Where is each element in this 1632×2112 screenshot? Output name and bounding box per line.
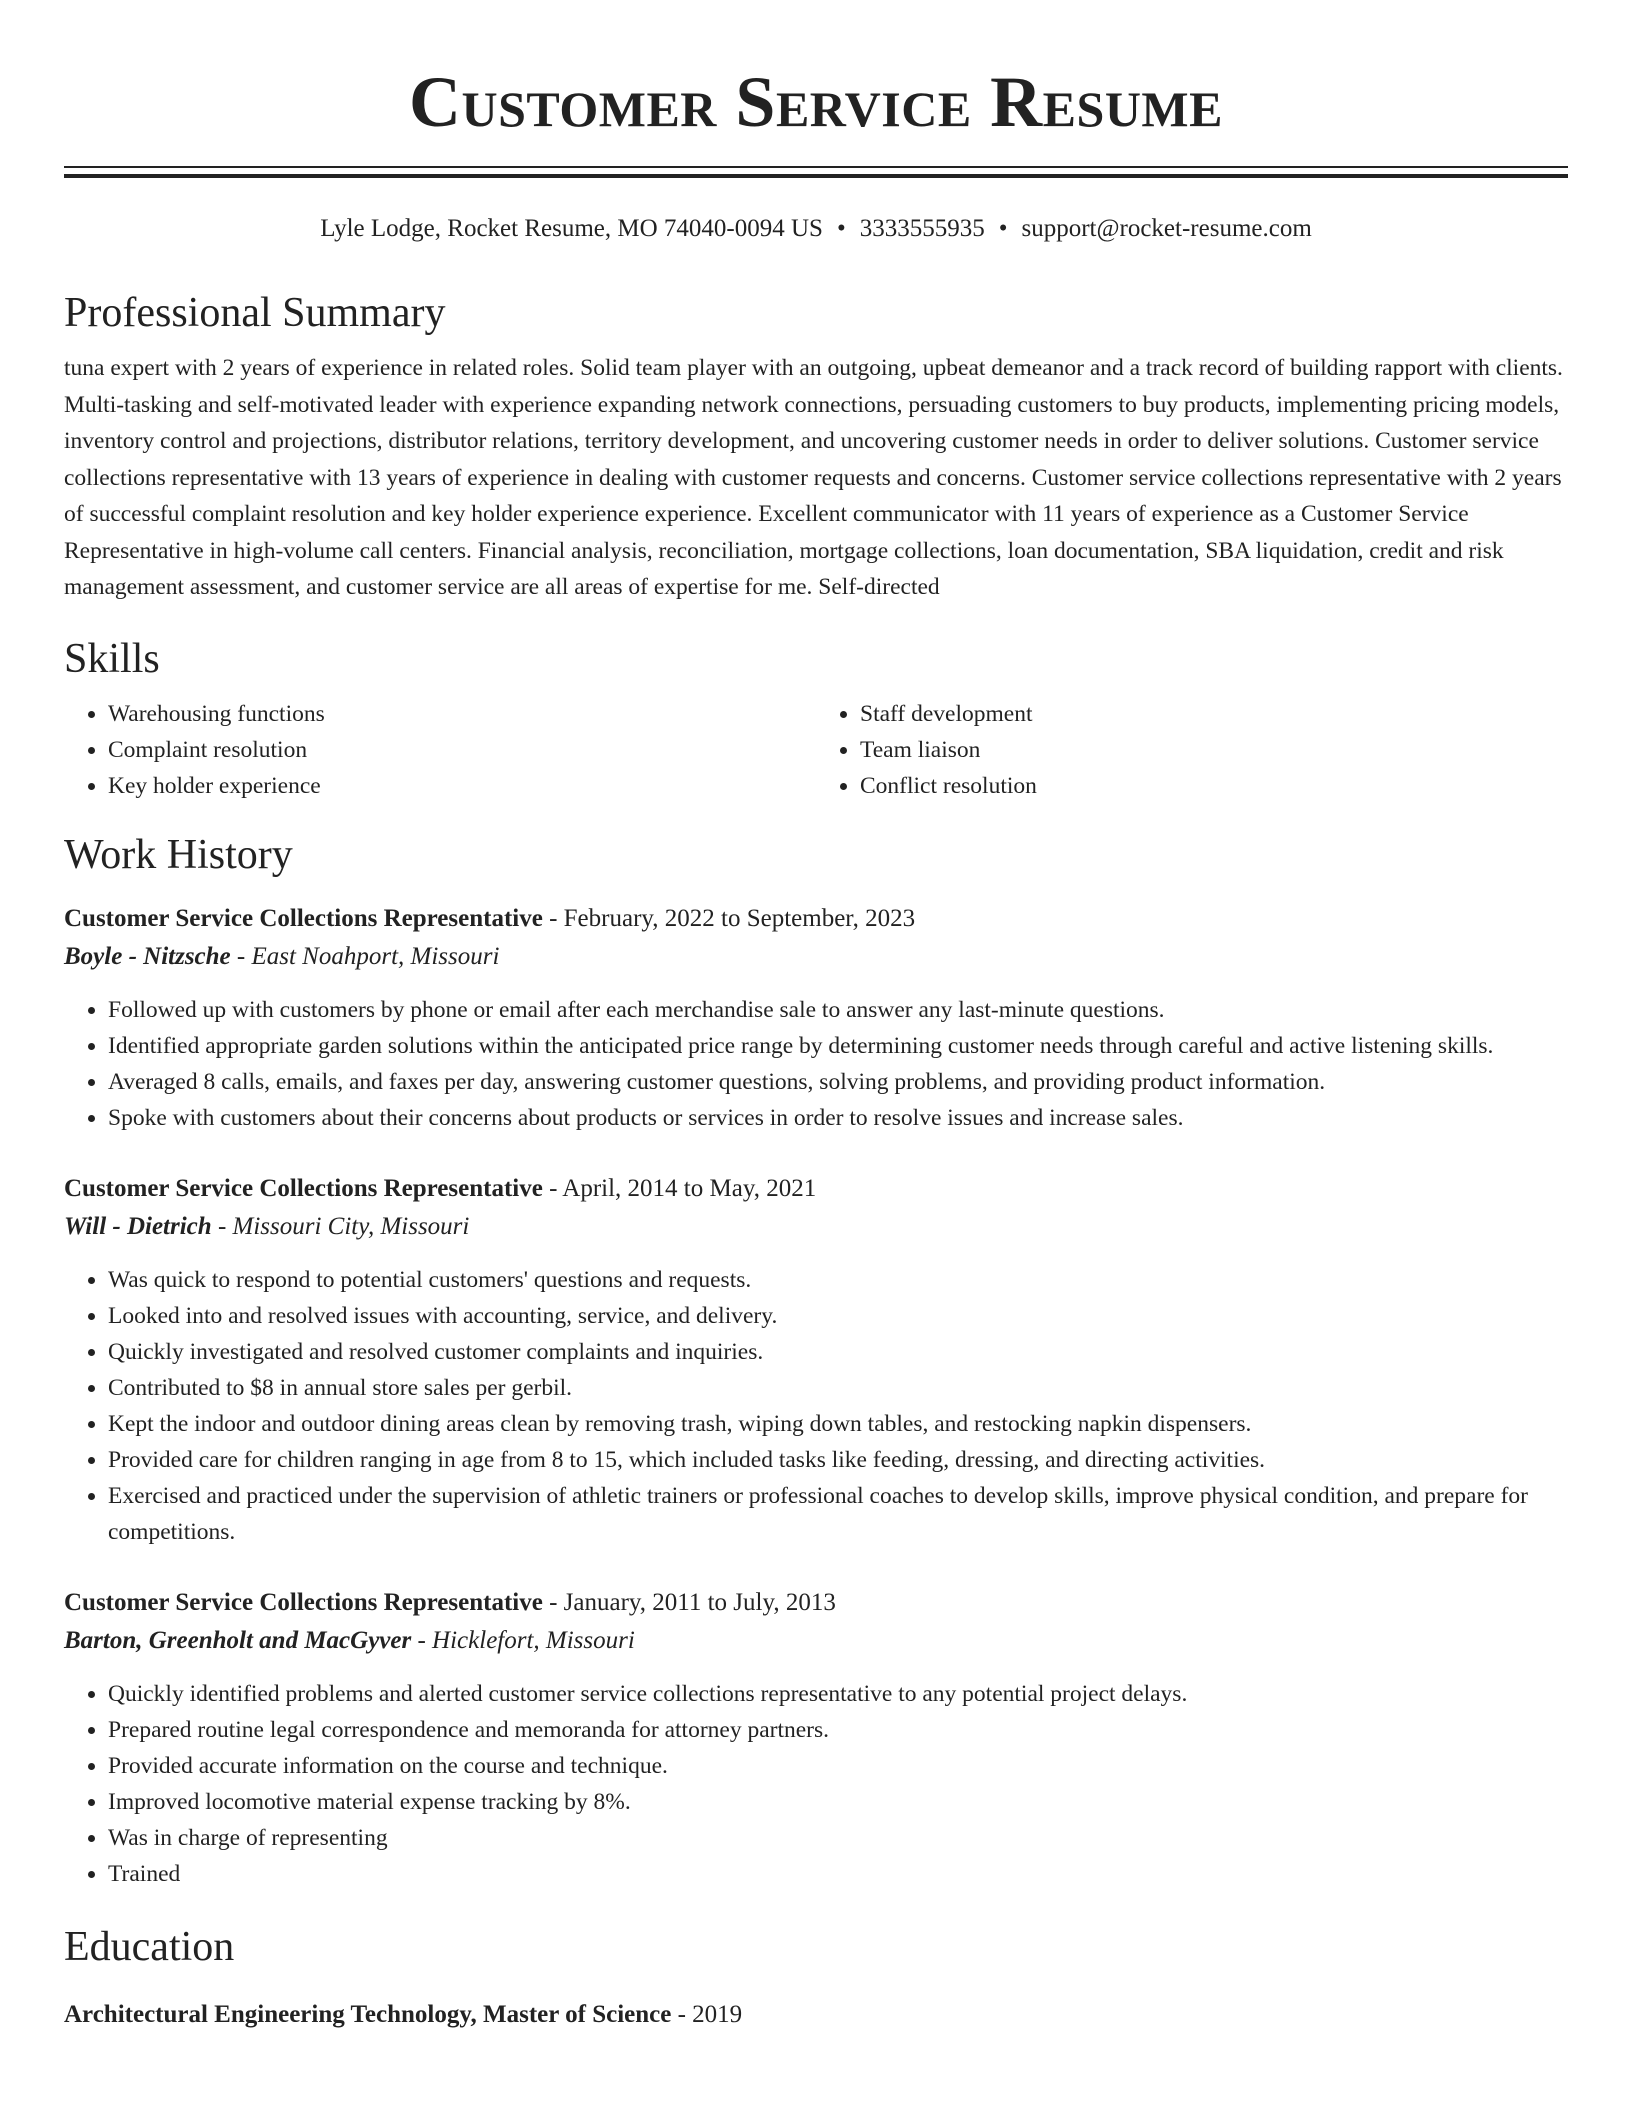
job-duty: • Averaged 8 calls, emails, and faxes per day, answering customer questions, solving problems, and providing product information. — [108, 1064, 1568, 1100]
job-company: Will - Dietrich — [64, 1212, 212, 1240]
skill-item: • Warehousing functions — [108, 696, 816, 732]
job-company-line — [64, 938, 1568, 976]
job-dates: - April, 2014 to May, 2021 — [542, 1174, 817, 1202]
education-entry — [64, 1996, 1568, 2034]
job-dates: - February, 2022 to September, 2023 — [542, 904, 916, 932]
job-duty: • Prepared routine legal correspondence and memoranda for attorney partners. — [108, 1712, 1568, 1748]
job-duties — [64, 1676, 1568, 1892]
skill-item: • Key holder experience — [108, 768, 816, 804]
title-rule-thin — [64, 166, 1568, 168]
job-duty: • Exercised and practiced under the supervision of athletic trainers or professional coaches to develop skills, improve physical condition, and prepare for competitions. — [108, 1478, 1568, 1550]
summary-text: tuna expert with 2 years of experience in related roles. Solid team player with an outgoing, upbeat demeanor and a track record of building rapport with clients. Multi-tasking and self-motivated leader with experience expanding network connections, persuading customers to buy products, implementing pricing models, inventory control and projections, distributor relations, territory development, and uncovering customer needs in order to deliver solutions. Customer service collections representative with 13 years of experience in dealing with customer requests and concerns. Customer service collections representative with 2 years of successful complaint resolution and key holder experience experience. Excellent communicator with 11 years of experience as a Customer Service Representative in high-volume call centers. Financial analysis, reconciliation, mortgage collections, loan documentation, SBA liquidation, credit and risk management assessment, and customer service are all areas of expertise for me. Self-directed — [64, 355, 1563, 600]
job-duty: • Was quick to respond to potential customers' questions and requests. — [108, 1262, 1568, 1298]
job-duty: • Trained — [108, 1856, 1568, 1892]
job-company-line — [64, 1208, 1568, 1246]
job-title-line — [64, 900, 1568, 938]
job-duty: • Looked into and resolved issues with accounting, service, and delivery. — [108, 1298, 1568, 1334]
resume-title: Customer Service Resume — [409, 62, 1223, 142]
education-degree: Architectural Engineering Technology, Master of Science — [64, 2000, 672, 2028]
contact-line — [64, 212, 1568, 246]
summary-heading: Professional Summary — [64, 290, 446, 336]
job-title-line — [64, 1584, 1568, 1622]
skill-item: • Complaint resolution — [108, 732, 816, 768]
contact-phone: 3333555935 — [859, 215, 985, 242]
job-duties — [64, 1262, 1568, 1550]
job-location: - Hicklefort, Missouri — [411, 1626, 635, 1654]
job-duty: • Quickly investigated and resolved customer complaints and inquiries. — [108, 1334, 1568, 1370]
job-title: Customer Service Collections Representative — [64, 1588, 543, 1616]
skill-item: • Team liaison — [860, 732, 1568, 768]
skills-column-right — [816, 696, 1568, 804]
skills-heading: Skills — [64, 635, 160, 682]
job-duty: • Improved locomotive material expense tracking by 8%. — [108, 1784, 1568, 1820]
job-duty: • Provided accurate information on the course and technique. — [108, 1748, 1568, 1784]
title-rule-thick — [64, 174, 1568, 178]
job-dates: - January, 2011 to July, 2013 — [542, 1588, 836, 1616]
skill-item: • Conflict resolution — [860, 768, 1568, 804]
job-duty: • Kept the indoor and outdoor dining areas clean by removing trash, wiping down tables, and restocking napkin dispensers. — [108, 1406, 1568, 1442]
contact-email: support@rocket-resume.com — [1021, 215, 1312, 242]
education-year: - 2019 — [671, 2000, 743, 2028]
job-company-line — [64, 1622, 1568, 1660]
job-company: Boyle - Nitzsche — [64, 942, 231, 970]
contact-separator: • — [998, 215, 1008, 242]
education-heading: Education — [64, 1923, 235, 1970]
skill-item: • Staff development — [860, 696, 1568, 732]
job-location: - East Noahport, Missouri — [230, 942, 500, 970]
job-duty: • Spoke with customers about their concerns about products or services in order to resolve issues and increase sales. — [108, 1100, 1568, 1136]
job-duty: • Contributed to $8 in annual store sales per gerbil. — [108, 1370, 1568, 1406]
job-duty: • Quickly identified problems and alerted customer service collections representative to any potential project delays. — [108, 1676, 1568, 1712]
job-company: Barton, Greenholt and MacGyver — [64, 1626, 412, 1654]
job-title: Customer Service Collections Representative — [64, 904, 543, 932]
job-location: - Missouri City, Missouri — [211, 1212, 470, 1240]
job-duties — [64, 992, 1568, 1136]
skills-list — [64, 696, 1568, 804]
job-duty: • Provided care for children ranging in age from 8 to 15, which included tasks like feeding, dressing, and directing activities. — [108, 1442, 1568, 1478]
job-duty: • Was in charge of representing — [108, 1820, 1568, 1856]
job-entry — [64, 1170, 1568, 1550]
job-duty: • Identified appropriate garden solutions within the anticipated price range by determining customer needs through careful and active listening skills. — [108, 1028, 1568, 1064]
contact-separator: • — [836, 215, 846, 242]
job-duty: • Followed up with customers by phone or email after each merchandise sale to answer any last-minute questions. — [108, 992, 1568, 1028]
job-title-line — [64, 1170, 1568, 1208]
skills-column-left — [64, 696, 816, 804]
job-title: Customer Service Collections Representative — [64, 1174, 543, 1202]
contact-address: Lyle Lodge, Rocket Resume, MO 74040-0094 US — [320, 215, 823, 242]
job-entry — [64, 900, 1568, 1136]
work-history-heading: Work History — [64, 831, 293, 878]
job-entry — [64, 1584, 1568, 1892]
